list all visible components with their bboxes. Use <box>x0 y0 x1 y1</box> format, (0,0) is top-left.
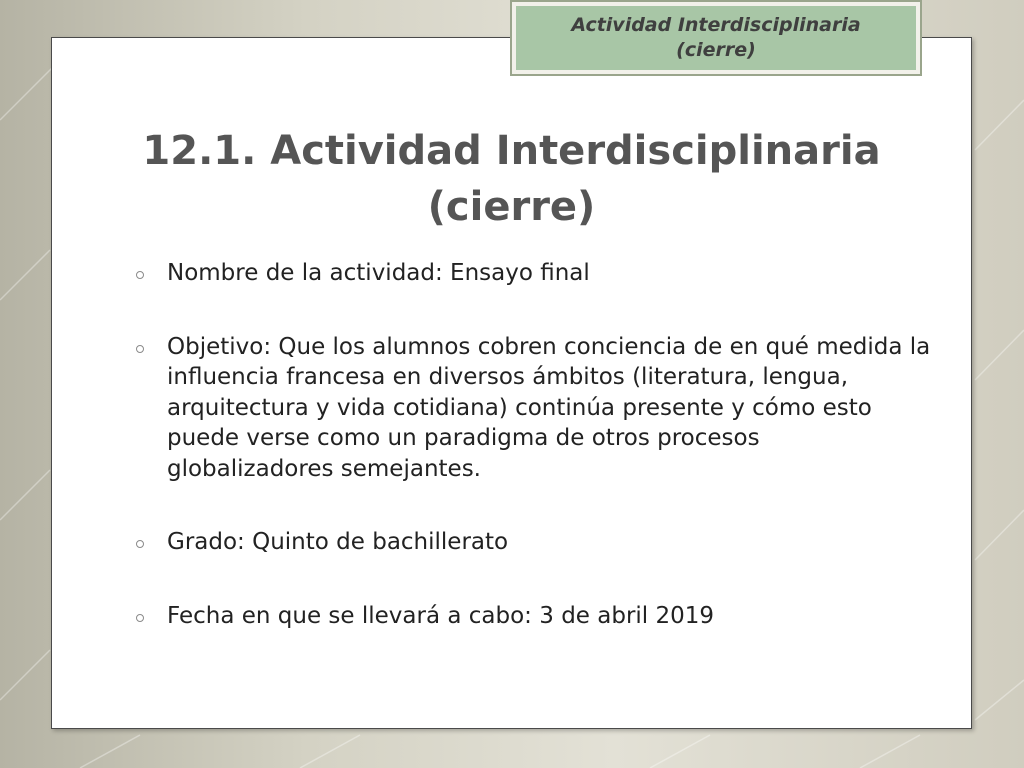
header-tab-label <box>516 6 916 70</box>
slide-title <box>52 123 971 235</box>
list-item <box>132 332 932 485</box>
circle-bullet-icon <box>136 271 144 279</box>
slide-card <box>51 37 972 729</box>
list-item <box>132 527 932 558</box>
bullet-text: Fecha en que se llevará a cabo: 3 de abril 2019 <box>167 602 715 629</box>
slide-title-line1: 12.1. Actividad Interdisciplinaria <box>142 128 881 174</box>
bullet-text: Nombre de la actividad: Ensayo final <box>167 260 590 286</box>
bullet-text: Objetivo: Que los alumnos cobren conciencia de en qué medida la influencia francesa en diversos ámbitos (literatura, lengua, arquitectura y vida cotidiana) continúa presente y cómo esto puede verse como un paradigma de otros procesos globalizadores semejantes. <box>167 333 931 482</box>
list-item <box>132 258 932 289</box>
circle-bullet-icon <box>136 540 144 548</box>
header-tab-line1: Actividad Interdisciplinaria <box>571 14 861 36</box>
circle-bullet-icon <box>136 345 144 353</box>
bullet-list <box>132 258 932 674</box>
header-tab <box>510 0 922 76</box>
list-item <box>132 601 932 632</box>
circle-bullet-icon <box>136 614 144 622</box>
bullet-text: Grado: Quinto de bachillerato <box>167 529 509 555</box>
slide-title-line2: (cierre) <box>427 184 596 230</box>
header-tab-line2: (cierre) <box>676 39 756 61</box>
